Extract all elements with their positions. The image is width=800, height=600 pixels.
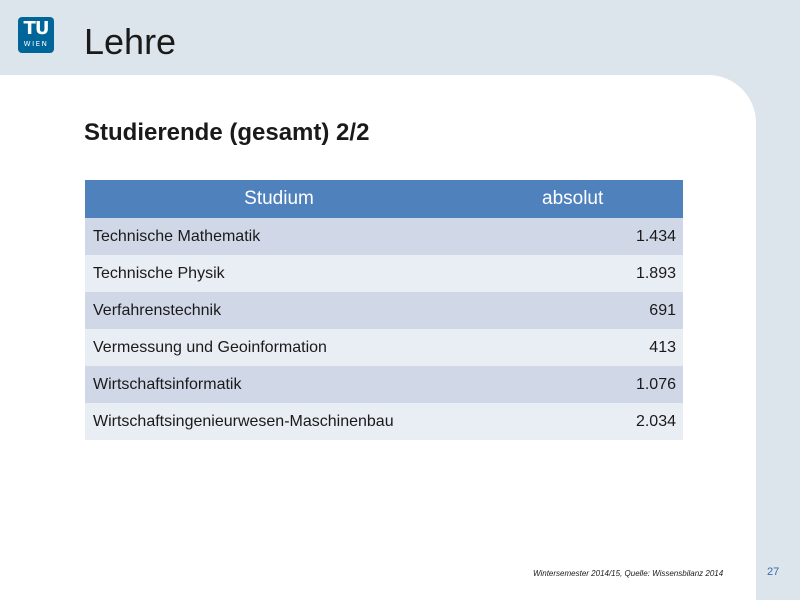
cell-studium: Technische Physik <box>85 255 473 292</box>
table-row <box>85 403 683 440</box>
header-studium: Studium <box>85 180 473 218</box>
table-row <box>85 366 683 403</box>
logo-tu-text: TU <box>23 18 49 39</box>
students-table <box>85 180 683 440</box>
cell-studium: Vermessung und Geoinformation <box>85 329 473 366</box>
table-row <box>85 292 683 329</box>
header-absolut: absolut <box>473 180 683 218</box>
cell-absolut: 1.893 <box>473 255 683 292</box>
cell-absolut: 413 <box>473 329 683 366</box>
cell-studium: Wirtschaftsingenieurwesen-Maschinenbau <box>85 403 473 440</box>
cell-studium: Verfahrenstechnik <box>85 292 473 329</box>
table-row <box>85 329 683 366</box>
table-header-row <box>85 180 683 218</box>
cell-absolut: 2.034 <box>473 403 683 440</box>
tu-wien-logo <box>18 17 54 53</box>
page-number: 27 <box>767 566 780 578</box>
cell-studium: Wirtschaftsinformatik <box>85 366 473 403</box>
table-row <box>85 218 683 255</box>
cell-studium: Technische Mathematik <box>85 218 473 255</box>
logo-wien-text: WIEN <box>23 40 49 48</box>
slide-subtitle: Studierende (gesamt) 2/2 <box>84 119 370 146</box>
cell-absolut: 1.434 <box>473 218 683 255</box>
slide-title: Lehre <box>84 21 177 62</box>
table-row <box>85 255 683 292</box>
cell-absolut: 691 <box>473 292 683 329</box>
cell-absolut: 1.076 <box>473 366 683 403</box>
source-footnote: Wintersemester 2014/15, Quelle: Wissensbilanz 2014 <box>533 569 724 578</box>
